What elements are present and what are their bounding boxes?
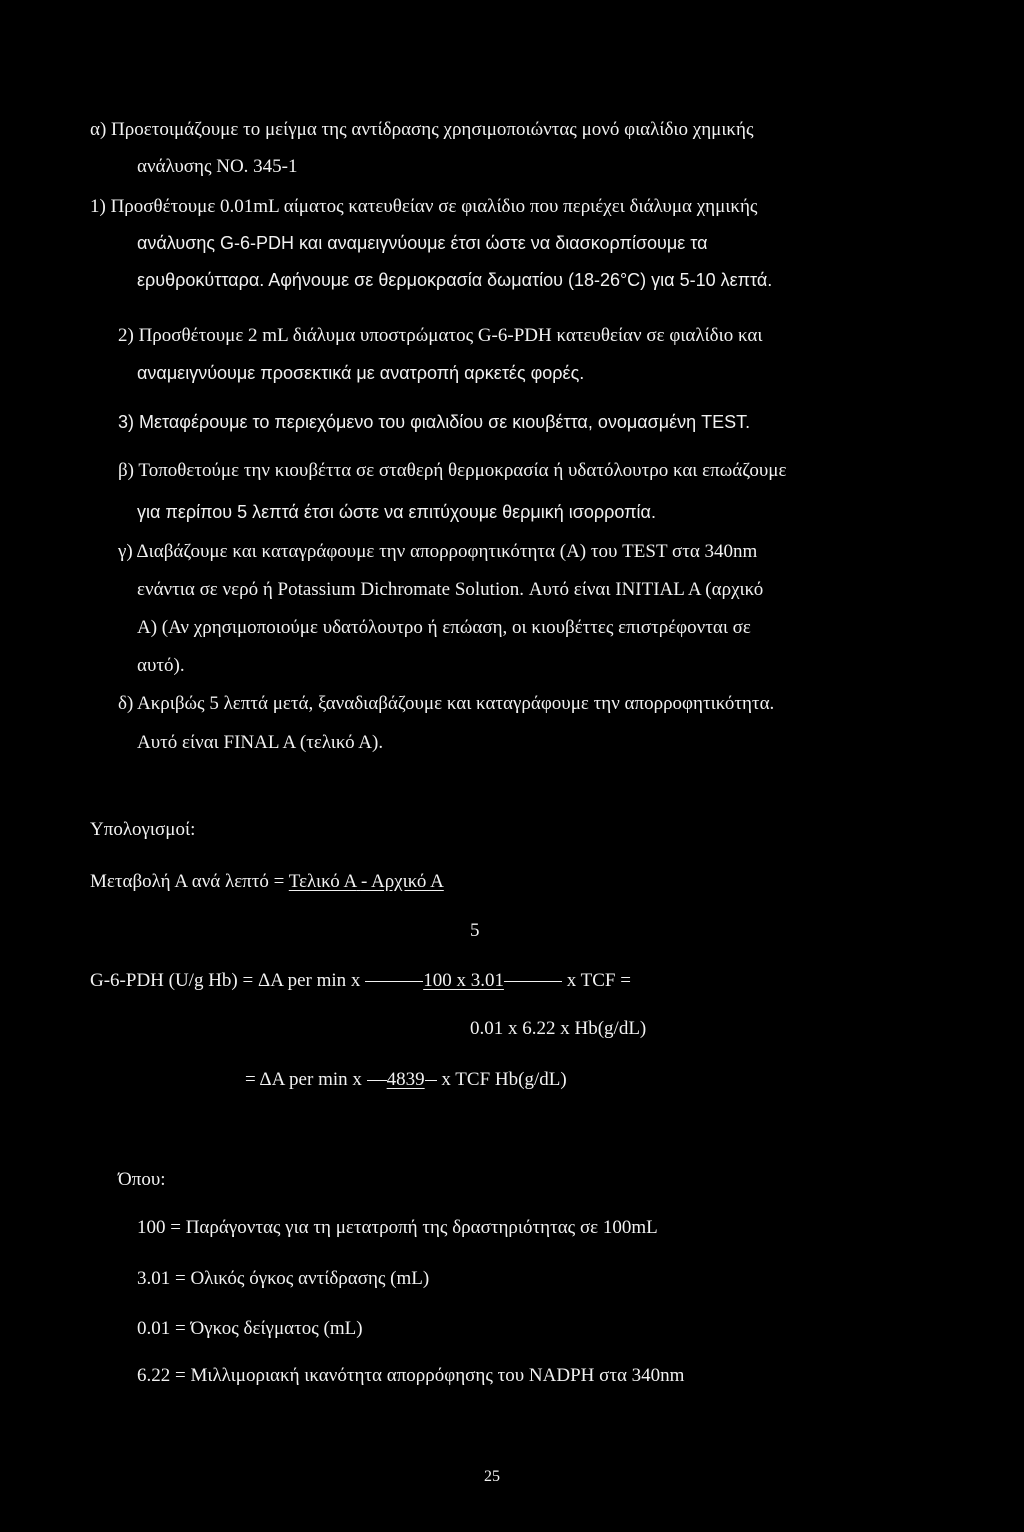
step-c-line-2: ενάντια σε νερό ή Potassium Dichromate Solution. Αυτό είναι INITIAL A (αρχικό <box>137 579 764 600</box>
step-2-line-1: 2) Προσθέτουμε 2 mL διάλυμα υποστρώματος G-6-PDH κατευθείαν σε φιαλίδιο και <box>118 325 763 346</box>
simp-prefix: = ΔΑ per min x <box>245 1069 362 1090</box>
step-c-line-1: γ) Διαβάζουμε και καταγράφουμε την απορροφητικότητα (Α) του TEST στα 340nm <box>118 541 758 562</box>
delta-formula <box>90 870 444 894</box>
step-1-line-2: ανάλυσης G-6-PDH και αναμειγνύουμε έτσι ώστε να διασκορπίσουμε τα <box>137 233 708 253</box>
simplified-formula <box>245 1068 567 1092</box>
step-d-line-1: δ) Ακριβώς 5 λεπτά μετά, ξαναδιαβάζουμε και καταγράφουμε την απορροφητικότητα. <box>118 693 775 714</box>
step-c-line-4: αυτό). <box>137 655 185 676</box>
delta-denominator: 5 <box>470 920 480 941</box>
step-a-line-1: α) Προετοιμάζουμε το μείγμα της αντίδρασης χρησιμοποιώντας μονό φιαλίδιο χημικής <box>90 119 754 140</box>
step-1-line-3: ερυθροκύτταρα. Αφήνουμε σε θερμοκρασία δωματίου (18-26°C) για 5-10 λεπτά. <box>137 270 773 290</box>
where-heading: Όπου: <box>118 1169 166 1190</box>
where-item-622: 6.22 = Μιλλιμοριακή ικανότητα απορρόφησης του NADPH στα 340nm <box>137 1365 685 1386</box>
delta-numerator-initial: - Αρχικό Α <box>360 871 444 892</box>
g6pd-numerator: 100 x 3.01 <box>423 970 504 991</box>
step-b-line-2: για περίπου 5 λεπτά έτσι ώστε να επιτύχουμε θερμική ισορροπία. <box>137 502 656 522</box>
delta-prefix: Μεταβολή Α ανά λεπτό = <box>90 871 289 892</box>
g6pd-formula <box>90 969 631 993</box>
where-item-100: 100 = Παράγοντας για τη μετατροπή της δραστηριότητας σε 100mL <box>137 1217 658 1238</box>
delta-numerator-final: Τελικό Α <box>288 871 357 892</box>
step-1-line-1: 1) Προσθέτουμε 0.01mL αίματος κατευθείαν σε φιαλίδιο που περιέχει διάλυμα χημικής <box>90 196 758 217</box>
calc-heading: Υπολογισμοί: <box>90 819 196 840</box>
g6pd-denominator: 0.01 x 6.22 x Hb(g/dL) <box>470 1018 647 1039</box>
step-2-line-2: αναμειγνύουμε προσεκτικά με ανατροπή αρκετές φορές. <box>137 363 585 383</box>
step-a-line-2: ανάλυσης ΝΟ. 345-1 <box>137 156 298 177</box>
where-item-301: 3.01 = Ολικός όγκος αντίδρασης (mL) <box>137 1268 430 1289</box>
where-item-001: 0.01 = Όγκος δείγματος (mL) <box>137 1318 363 1339</box>
g6pd-suffix: x TCF = <box>566 970 631 991</box>
page-number: 25 <box>484 1468 500 1485</box>
g6pd-prefix: G-6-PDH (U/g Hb) = ΔΑ per min x <box>90 970 361 991</box>
step-3-line-1: 3) Μεταφέρουμε το περιεχόμενο του φιαλιδίου σε κιουβέττα, ονομασμένη TEST. <box>118 412 751 432</box>
simp-suffix: x TCF Hb(g/dL) <box>441 1069 567 1090</box>
step-c-line-3: A) (Αν χρησιμοποιούμε υδατόλουτρο ή επώαση, οι κιουβέττες επιστρέφονται σε <box>137 617 751 638</box>
step-d-line-2: Αυτό είναι FINAL A (τελικό Α). <box>137 732 384 753</box>
simp-numerator: 4839 <box>386 1069 425 1090</box>
step-b-line-1: β) Τοποθετούμε την κιουβέττα σε σταθερή θερμοκρασία ή υδατόλουτρο και επωάζουμε <box>118 460 787 481</box>
